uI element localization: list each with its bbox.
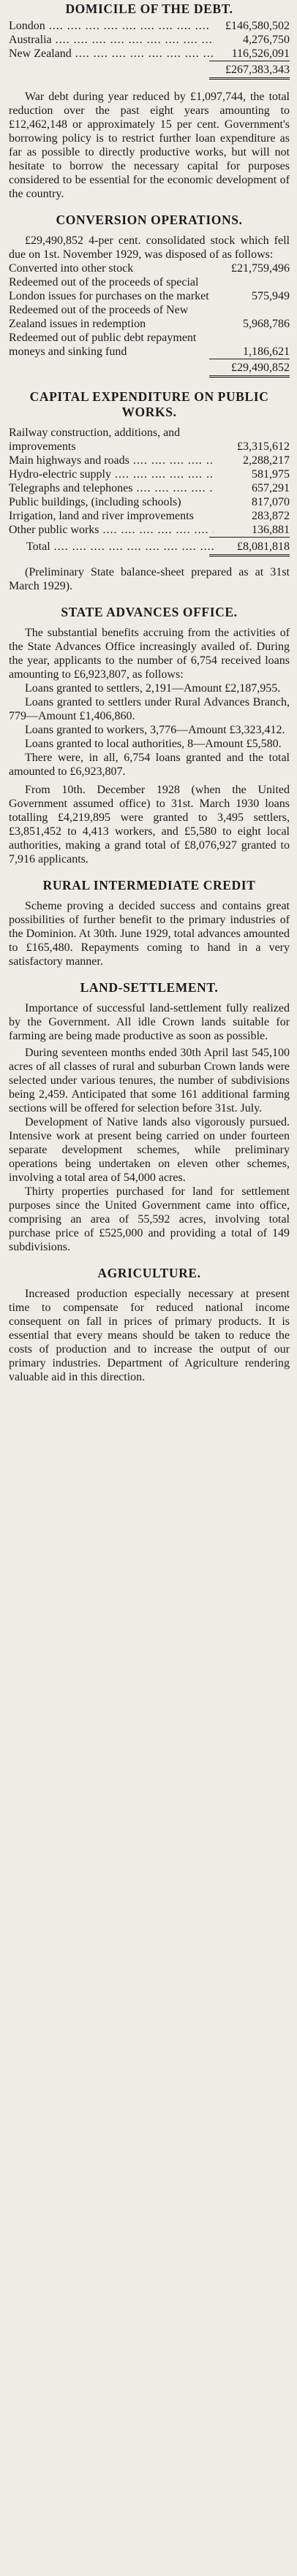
- capital-heading: CAPITAL EXPENDITURE ON PUBLIC WORKS.: [29, 389, 269, 419]
- row-label: Other public works ....: [9, 523, 214, 537]
- row-amount: 581,975: [252, 468, 290, 481]
- capital-total: £8,081,818: [237, 540, 290, 553]
- domicile-section: [9, 1, 290, 201]
- row-label: Hydro-electric supply ....: [9, 467, 214, 481]
- total-label: Total ....: [9, 540, 214, 554]
- rural-paragraph: Scheme proving a decided success and contains great possibilities of further benefit to the primary industries of the Dominion. At 30th. June 1929, total advances amounted to £165,480. Repayments coming to hand in a very satisfactory manner.: [9, 900, 290, 968]
- row-label: London ....: [9, 19, 214, 33]
- row-amount: 5,968,786: [243, 318, 290, 330]
- domicile-table: [9, 19, 290, 80]
- row-label: New Zealand ....: [9, 47, 214, 61]
- row-amount: 1,186,621: [243, 345, 290, 358]
- advances-paragraph: Loans granted to settlers under Rural Advances Branch, 779—Amount £1,406,860.: [9, 696, 290, 722]
- table-row: [9, 331, 290, 359]
- row-label: Converted into other stock: [9, 262, 134, 275]
- agriculture-paragraph: Increased production especially necessary at present time to compensate for reduced national income consequent on fall in prices of primary products. It is essential that every means should be taken to reduce the costs of production and to increase the output of our primary industries. Department of Agriculture rendering valuable aid in this direction.: [9, 1288, 290, 1383]
- domicile-heading: DOMICILE OF THE DEBT.: [65, 1, 233, 16]
- land-paragraph: During seventeen months ended 30th April last 545,100 acres of all classes of rural and suburban Crown lands were selected under various tenures, the number of subdivisions being 2,459. Anticipated that some 161 additional farming sections will be offered for selection before 31st. July.: [9, 1047, 290, 1115]
- row-label: Railway construction, additions, and improvements: [9, 427, 181, 453]
- table-row: [9, 19, 290, 33]
- conversion-intro: £29,490,852 4-per cent. consolidated stock which fell due on 1st. November 1929, was disposed of as follows:: [9, 234, 290, 261]
- capital-table: [9, 426, 290, 557]
- row-label: Australia ....: [9, 33, 214, 47]
- table-row: [9, 467, 290, 481]
- table-row: [9, 454, 290, 467]
- advances-paragraph: There were, in all, 6,754 loans granted and the total amounted to £6,923,807.: [9, 752, 290, 778]
- double-rule: [209, 77, 290, 80]
- row-amount: 817,070: [252, 496, 290, 508]
- advances-paragraph: The substantial benefits accruing from the activities of the State Advances Office increasingly availed of. During the year, applicants to the number of 6,754 received loans amounting to £6,923,807, as follows:: [9, 627, 290, 681]
- row-amount: 136,881: [252, 524, 290, 536]
- conversion-section: [9, 213, 290, 378]
- agriculture-section: [9, 1266, 290, 1384]
- newspaper-column: [0, 1, 297, 1384]
- table-row: [9, 481, 290, 495]
- table-row: [9, 275, 290, 303]
- domicile-total: £267,383,343: [225, 64, 290, 76]
- table-row: [9, 261, 290, 275]
- row-label: Redeemed out of the proceeds of special London issues for purchases on the market: [9, 276, 209, 302]
- row-label: Redeemed out of the proceeds of New Zealand issues in redemption: [9, 304, 189, 330]
- land-paragraph: Importance of successful land-settlement fully realized by the Government. All idle Crown lands suitable for farming are being made productive as soon as possible.: [9, 1002, 290, 1042]
- advances-paragraph: From 10th. December 1928 (when the United Government assumed office) to 31st. March 1930 loans totalling £4,219,895 were granted to 3,495 settlers, £3,851,452 to 4,413 workers, and £5,580 to eight local authorities, making a grand total of £8,076,927 granted to 7,916 applicants.: [9, 784, 290, 865]
- advances-heading: STATE ADVANCES OFFICE.: [61, 605, 238, 619]
- advances-section: [9, 605, 290, 866]
- advances-paragraph: Loans granted to workers, 3,776—Amount £3,323,412.: [25, 724, 285, 736]
- table-row: [9, 509, 290, 523]
- row-amount: 575,949: [252, 290, 290, 302]
- advances-paragraph: Loans granted to settlers, 2,191—Amount £2,187,955.: [25, 682, 281, 695]
- row-amount: £3,315,612: [237, 440, 290, 453]
- double-rule: [209, 375, 290, 378]
- land-heading: LAND-SETTLEMENT.: [80, 980, 219, 995]
- row-label: Public buildings, (including schools): [9, 496, 181, 508]
- row-label: Redeemed out of public debt repayment moneys and sinking fund: [9, 332, 197, 358]
- conversion-table: [9, 261, 290, 378]
- row-amount: 2,288,217: [243, 454, 290, 467]
- land-paragraph: Development of Native lands also vigorously pursued. Intensive work at present being carried on under fourteen separate development schemes, while preliminary operations being undertaken on eleven other schemes, involving a total area of 54,000 acres.: [9, 1116, 290, 1184]
- conversion-total: £29,490,852: [231, 362, 290, 374]
- table-row: [9, 426, 290, 454]
- conversion-heading: CONVERSION OPERATIONS.: [56, 213, 243, 227]
- row-label: Main highways and roads ....: [9, 454, 214, 467]
- table-row: [9, 303, 290, 331]
- rural-section: [9, 878, 290, 968]
- total-row: [9, 538, 290, 554]
- row-label: Irrigation, land and river improvements: [9, 510, 194, 522]
- land-paragraph: Thirty properties purchased for land for settlement purposes since the United Government came into office, comprising an area of 55,592 acres, involving total purchase price of £525,000 and providing a total of 149 subdivisions.: [9, 1185, 290, 1253]
- row-amount: 116,526,091: [231, 47, 290, 60]
- table-row: [9, 47, 290, 61]
- agriculture-heading: AGRICULTURE.: [97, 1266, 201, 1280]
- row-amount: £21,759,496: [231, 262, 290, 275]
- row-amount: 657,291: [252, 482, 290, 494]
- row-amount: £146,580,502: [225, 20, 290, 32]
- table-row: [9, 495, 290, 509]
- domicile-paragraph: War debt during year reduced by £1,097,744, the total reduction over the past eight years amounting to £12,462,148 or approximately 15 per cent. Government's borrowing policy is to restrict further loan expenditure as far as possible to directly productive works, but will not hesitate to borrow the necessary capital for purposes considered to be essential for the economic development of the country.: [9, 91, 290, 200]
- advances-paragraph: Loans granted to local authorities, 8—Amount £5,580.: [25, 738, 282, 750]
- row-amount: 283,872: [252, 510, 290, 522]
- row-label: Telegraphs and telephones ....: [9, 481, 214, 495]
- rural-heading: RURAL INTERMEDIATE CREDIT: [42, 878, 256, 893]
- capital-note: (Preliminary State balance-sheet prepared as at 31st March 1929).: [9, 566, 290, 592]
- table-row: [9, 523, 290, 537]
- double-rule: [209, 554, 290, 557]
- table-row: [9, 33, 290, 47]
- row-amount: 4,276,750: [243, 34, 290, 46]
- capital-section: [9, 389, 290, 593]
- land-section: [9, 980, 290, 1254]
